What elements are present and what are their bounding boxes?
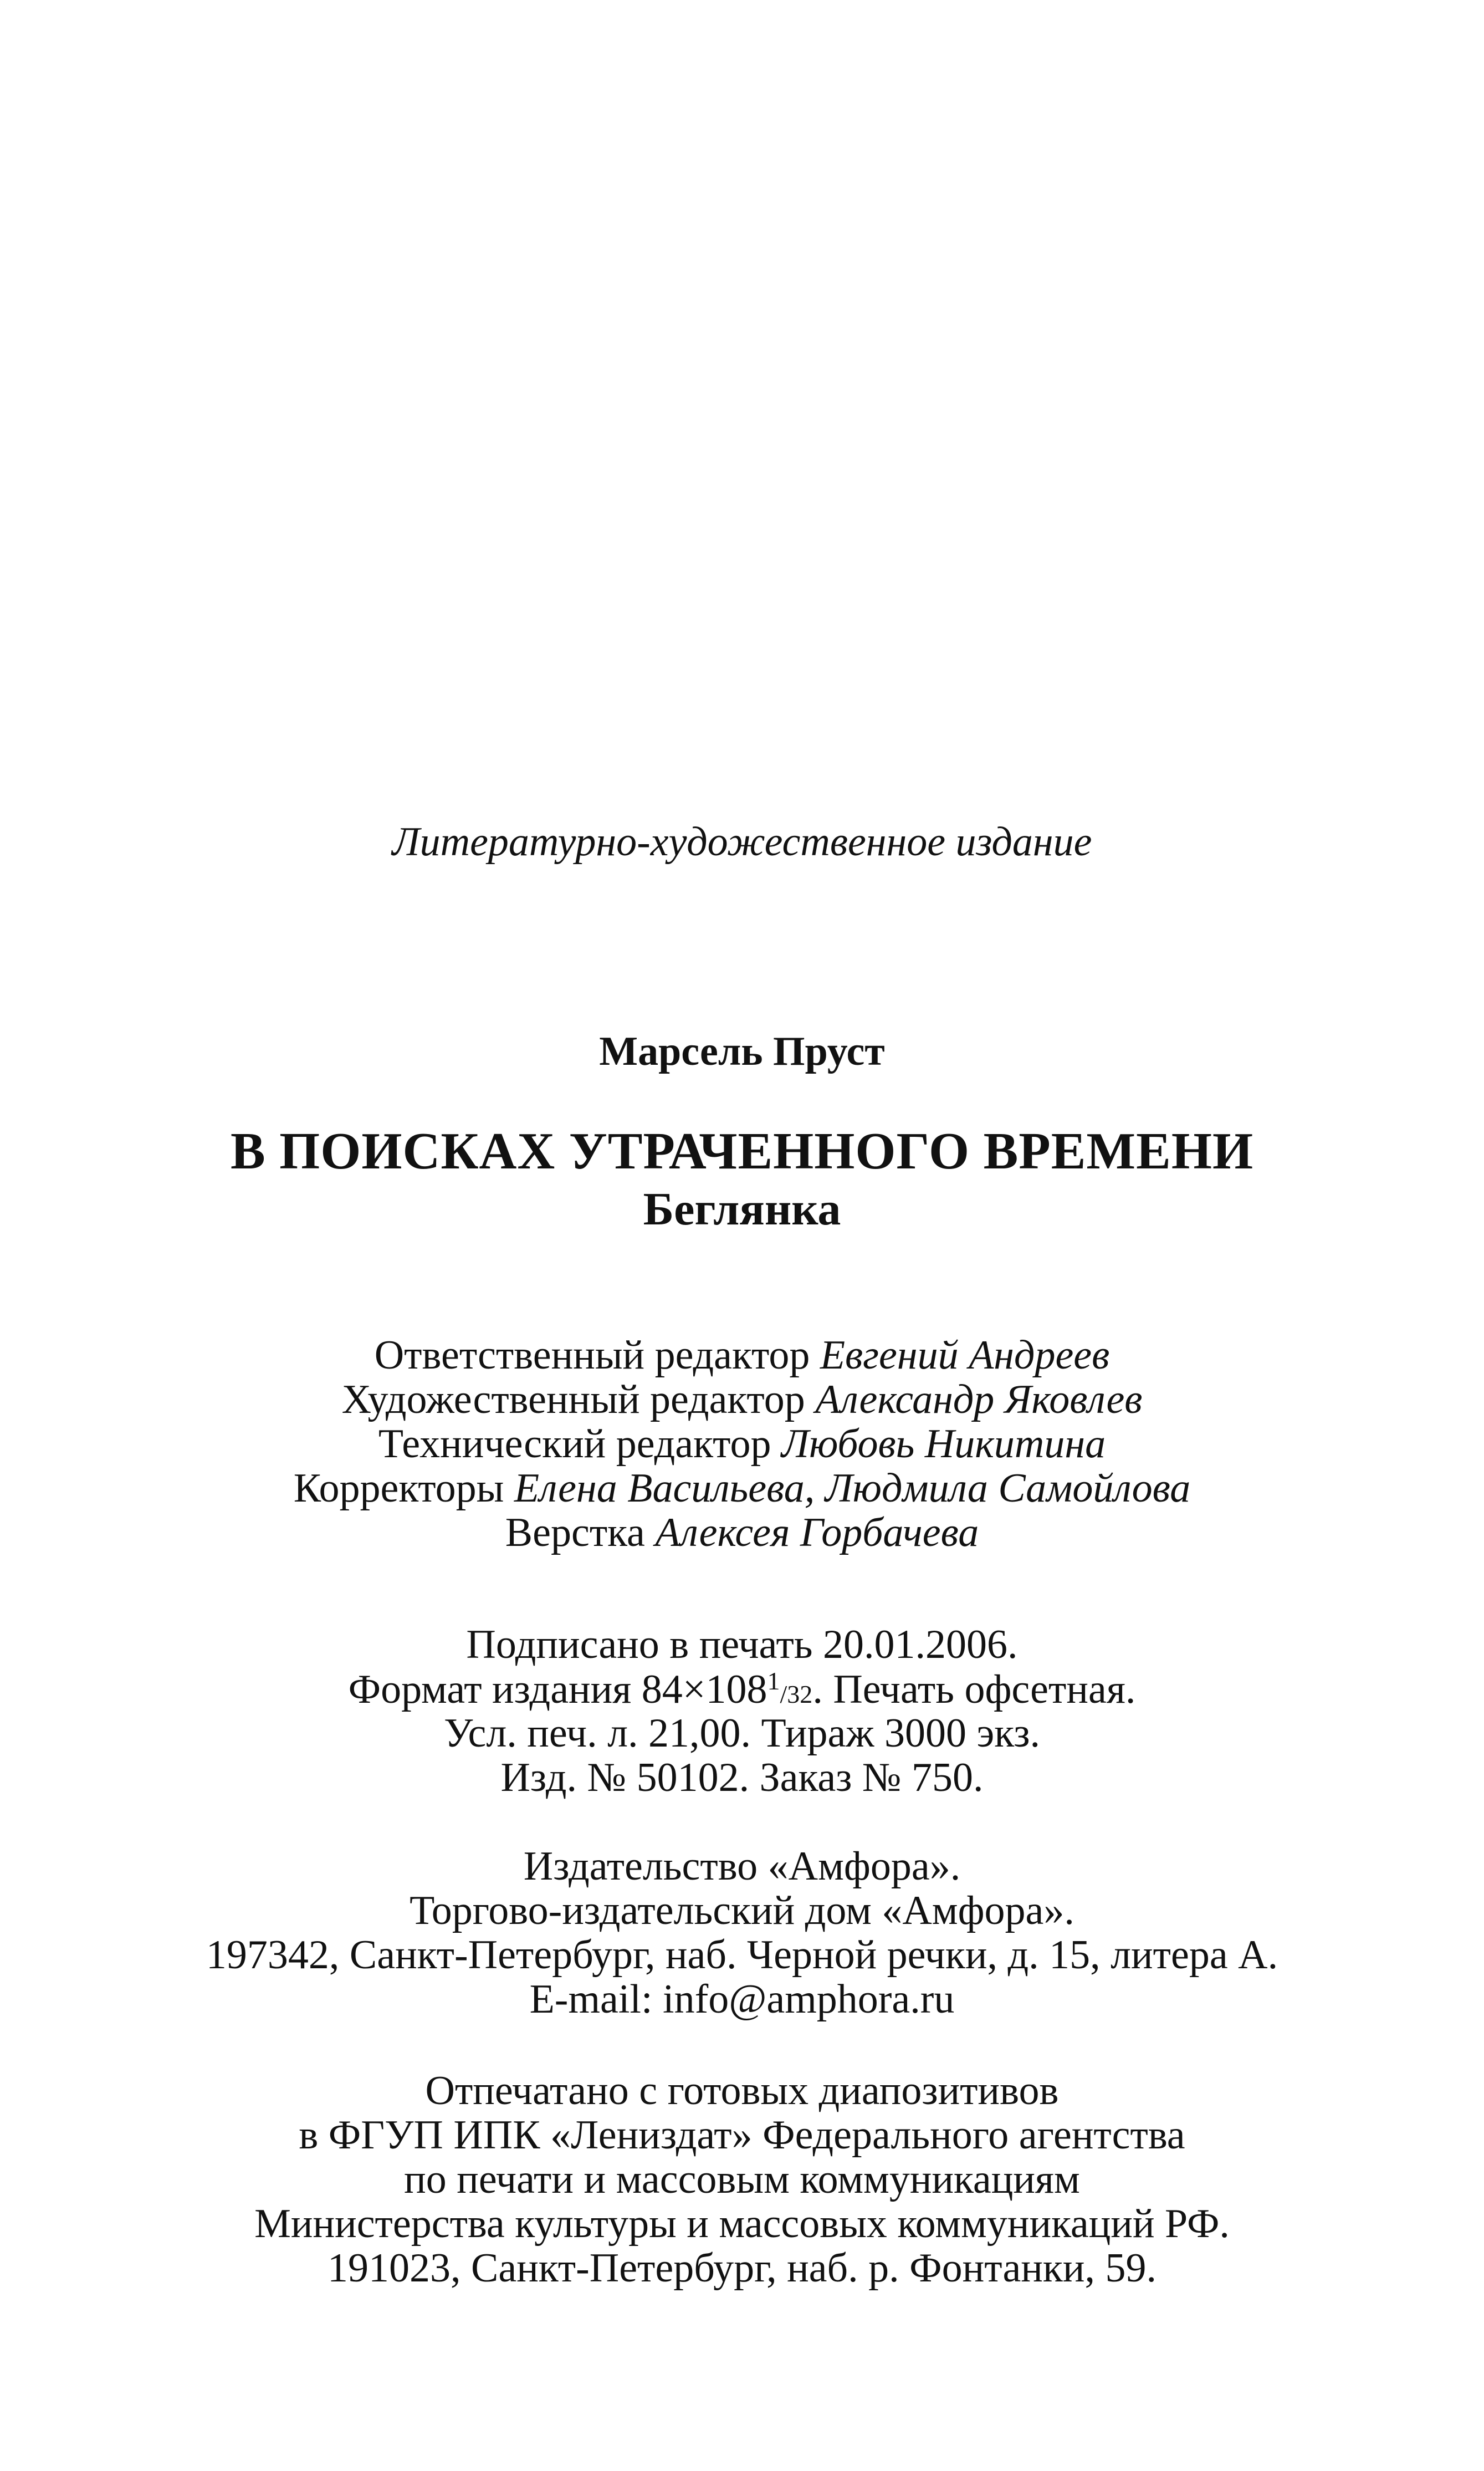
printer-line: Министерства культуры и массовых коммуникаций РФ. — [254, 2201, 1230, 2247]
credit-line — [0, 1512, 1484, 1553]
printer-line: Отпечатано с готовых диапозитивов — [425, 2068, 1059, 2113]
credit-role: Ответственный редактор — [374, 1332, 810, 1378]
publisher-line: Издательство «Амфора». — [523, 1844, 961, 1889]
format-prefix: Формат издания 84×108 — [348, 1667, 767, 1712]
format-fraction-numerator: 1 — [767, 1667, 780, 1695]
book-title: В ПОИСКАХ УТРАЧЕННОГО ВРЕМЕНИ — [230, 1122, 1254, 1180]
printer-line: в ФГУП ИПК «Лениздат» Федерального агентства — [299, 2112, 1185, 2158]
credit-role: Корректоры — [293, 1466, 504, 1511]
order-numbers: Изд. № 50102. Заказ № 750. — [500, 1755, 984, 1800]
format-fraction-denominator: /32 — [780, 1680, 813, 1708]
credit-line — [0, 1379, 1484, 1420]
credit-role: Художественный редактор — [341, 1377, 805, 1422]
credit-role: Верстка — [505, 1510, 645, 1555]
credit-name: Евгений Андреев — [820, 1332, 1110, 1378]
print-run: Усл. печ. л. 21,00. Тираж 3000 экз. — [444, 1711, 1040, 1756]
credit-name: Елена Васильева, Людмила Самойлова — [514, 1466, 1191, 1511]
credit-line — [0, 1468, 1484, 1509]
publisher-email: E-mail: info@amphora.ru — [529, 1977, 955, 2022]
credit-name: Любовь Никитина — [781, 1421, 1106, 1467]
credit-line — [0, 1421, 1484, 1467]
printer-address: 191023, Санкт-Петербург, наб. р. Фонтанки, 59. — [327, 2245, 1157, 2291]
printer-line: по печати и массовым коммуникациям — [404, 2157, 1080, 2202]
publisher-line: Торгово-издательский дом «Амфора». — [410, 1888, 1074, 1933]
book-subtitle: Беглянка — [643, 1183, 841, 1235]
credit-role: Технический редактор — [378, 1421, 771, 1467]
format-line — [0, 1668, 1484, 1710]
publisher-address: 197342, Санкт-Петербург, наб. Черной речки, д. 15, литера А. — [206, 1932, 1278, 1978]
credit-line — [0, 1332, 1484, 1378]
credit-name: Александр Яковлев — [815, 1377, 1143, 1422]
format-suffix: . Печать офсетная. — [812, 1667, 1136, 1712]
author-name: Марсель Пруст — [599, 1029, 885, 1074]
credit-name: Алексея Горбачева — [655, 1510, 979, 1555]
edition-type: Литературно-художественное издание — [392, 819, 1092, 865]
signed-to-print: Подписано в печать 20.01.2006. — [466, 1622, 1018, 1667]
